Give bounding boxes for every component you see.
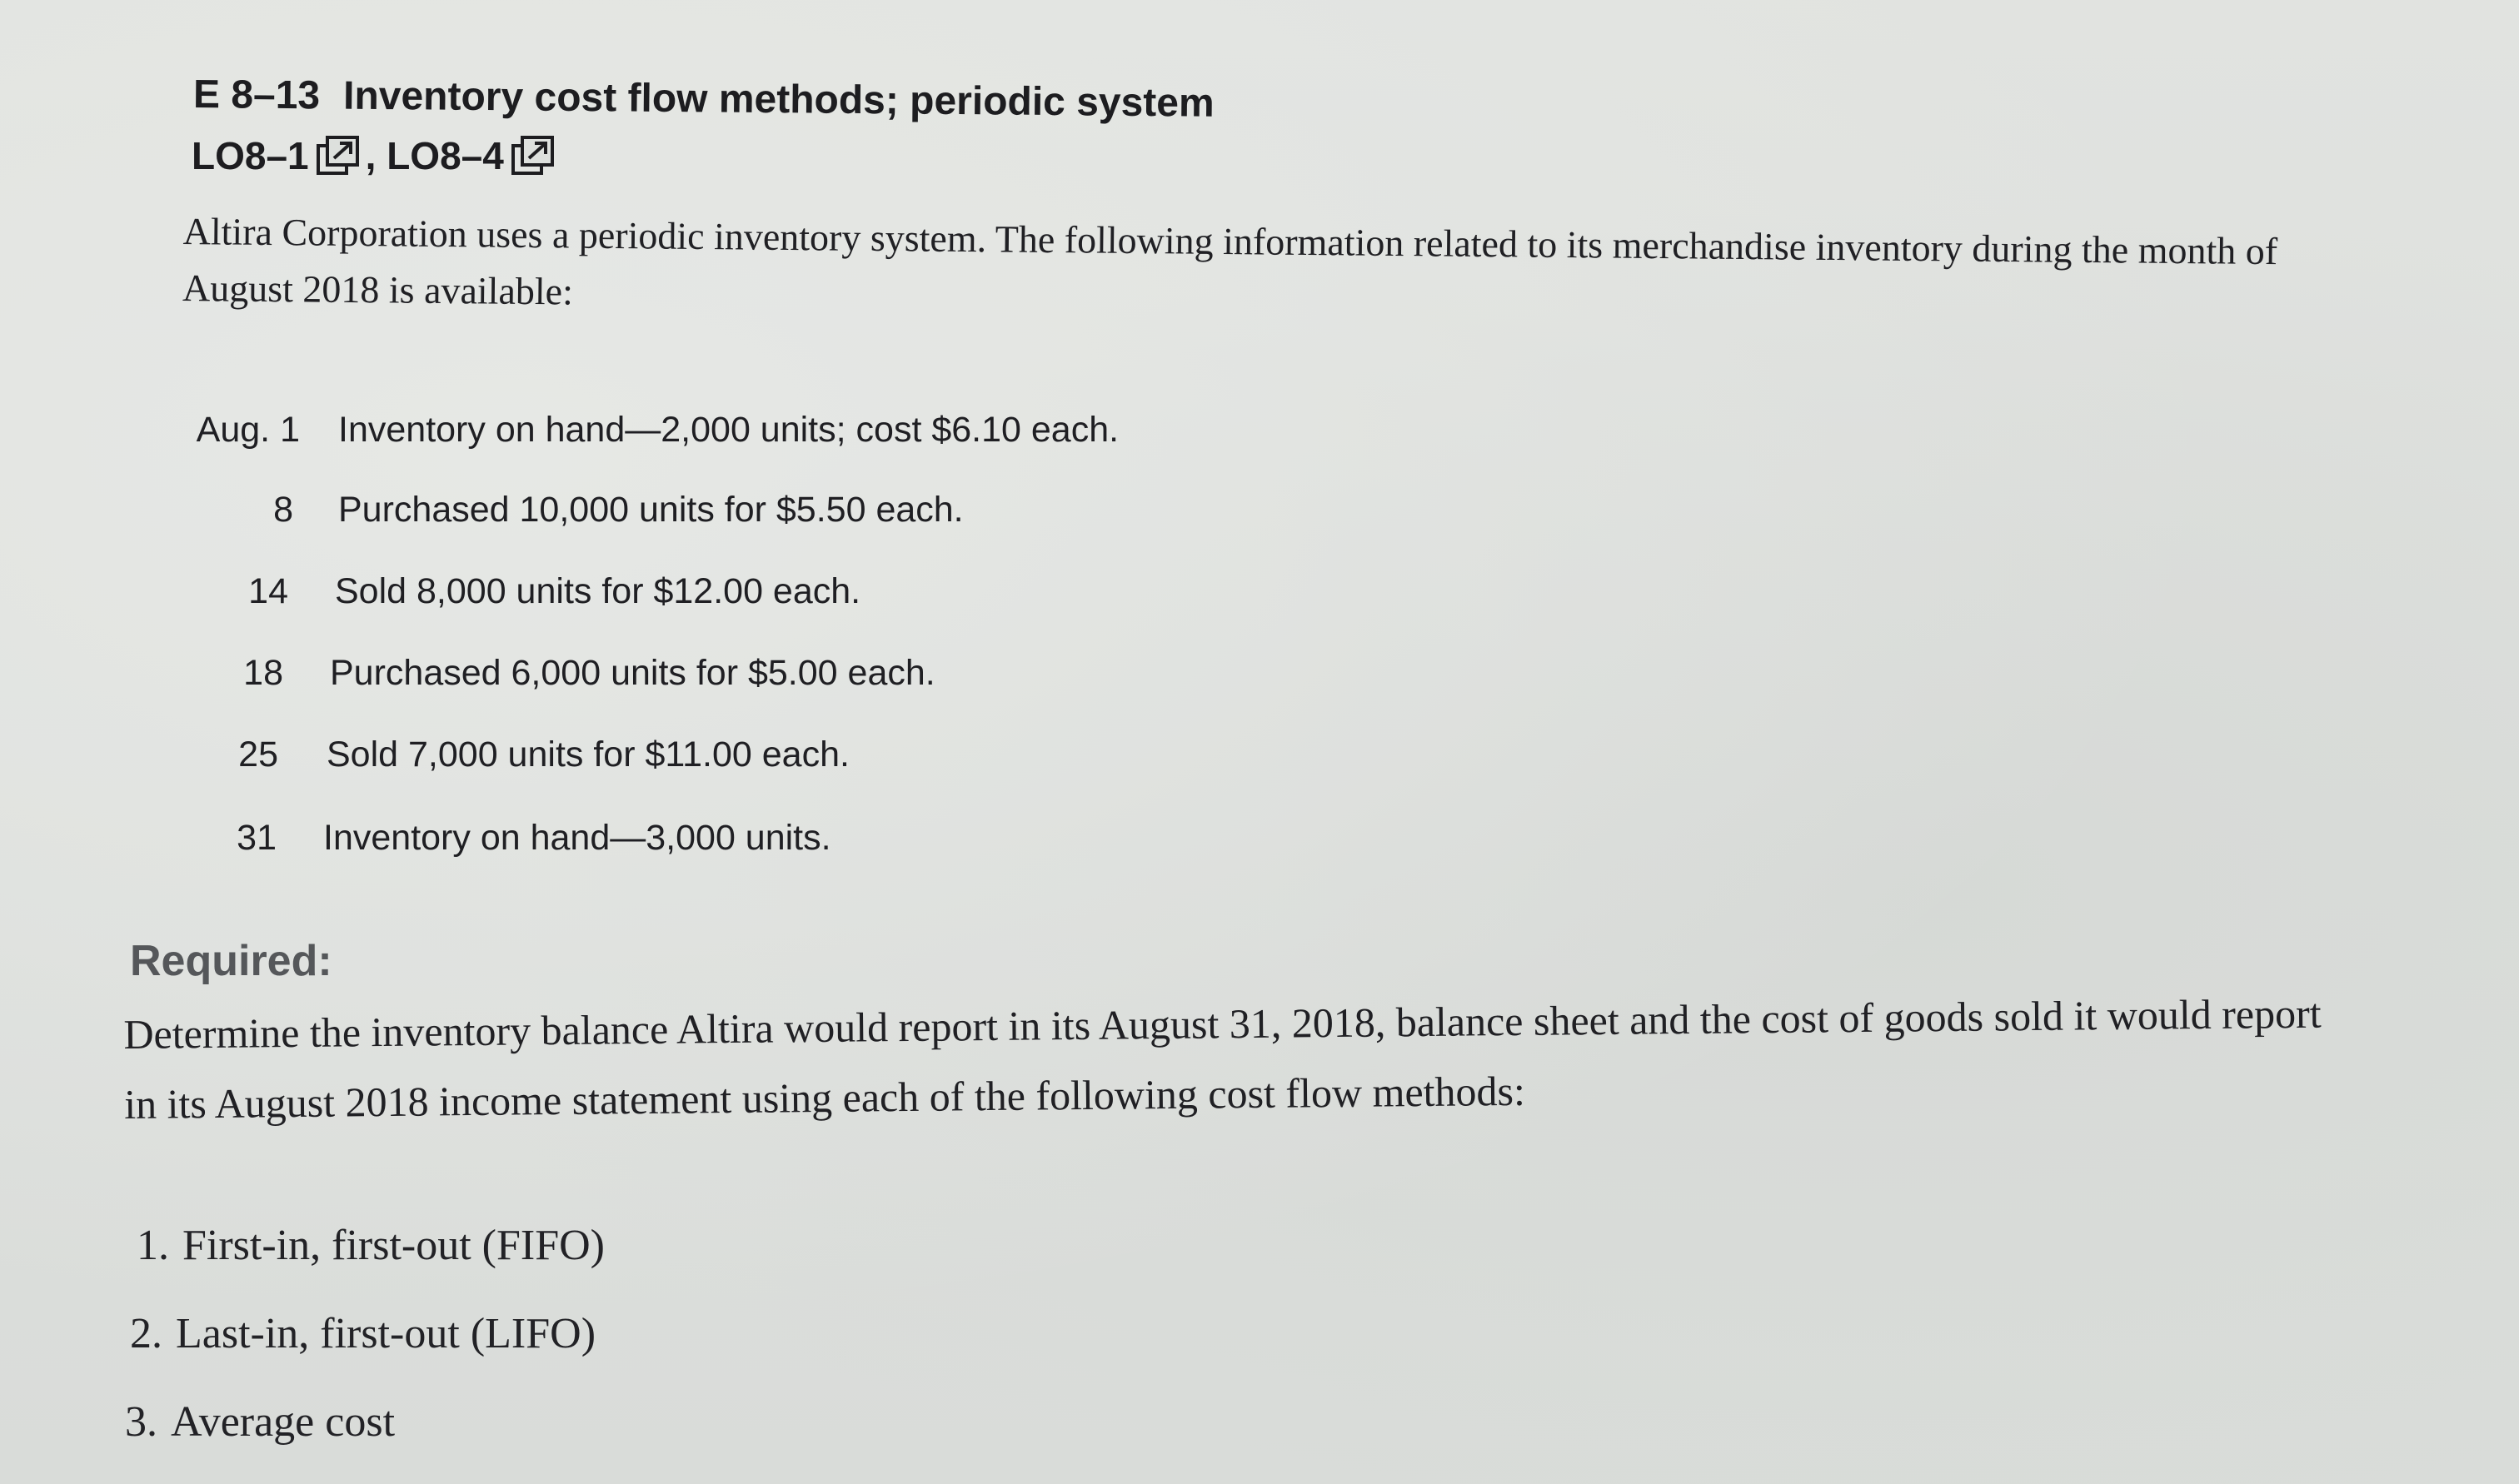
lo-separator: , xyxy=(365,134,387,177)
method-name: Last-in, first-out (LIFO) xyxy=(176,1310,596,1357)
transaction-row xyxy=(195,735,850,775)
transaction-date: 14 xyxy=(248,571,288,611)
transaction-date: 31 xyxy=(237,818,277,858)
transaction-text: Purchased 6,000 units for $5.00 each. xyxy=(330,653,935,693)
method-number: 3. xyxy=(125,1398,157,1446)
transaction-date: 25 xyxy=(238,735,278,774)
method-item xyxy=(137,1221,605,1270)
method-number: 1. xyxy=(137,1222,169,1269)
method-name: Average cost xyxy=(171,1398,396,1446)
transaction-row xyxy=(195,410,1119,451)
transaction-text: Sold 8,000 units for $12.00 each. xyxy=(335,571,861,611)
required-heading: Required: xyxy=(130,937,332,985)
transaction-date: Aug. 1 xyxy=(196,410,300,450)
method-name: First-in, first-out (FIFO) xyxy=(182,1222,605,1269)
exercise-heading xyxy=(193,72,1215,127)
method-number: 2. xyxy=(130,1310,162,1357)
external-link-icon[interactable] xyxy=(316,135,361,177)
exercise-code: E 8–13 xyxy=(192,72,321,118)
required-paragraph: Determine the inventory balance Altira would report in its August 31, 2018, balance sheet and the cost of goods sold it would report in its August 2018 income statement using each of the following cost flow methods: xyxy=(123,989,2322,1128)
transaction-row xyxy=(195,818,831,859)
learning-objective-link[interactable]: LO8–1 xyxy=(192,134,309,177)
method-item xyxy=(125,1397,395,1447)
learning-objective-link[interactable]: LO8–4 xyxy=(387,134,504,177)
intro-paragraph: Altira Corporation uses a periodic inventory system. The following information related to its merchandise inventory during the month of August 2018 is available: xyxy=(182,209,2278,313)
external-link-icon[interactable] xyxy=(511,135,556,177)
transaction-row xyxy=(195,490,964,530)
transaction-text: Sold 7,000 units for $11.00 each. xyxy=(327,735,850,774)
transaction-row xyxy=(195,653,935,694)
exercise-title: Inventory cost flow methods; periodic system xyxy=(342,73,1215,126)
transaction-text: Inventory on hand—2,000 units; cost $6.10 each. xyxy=(338,410,1120,450)
transaction-row xyxy=(195,571,860,612)
method-item xyxy=(130,1309,596,1358)
learning-objectives xyxy=(192,133,561,178)
transaction-text: Inventory on hand—3,000 units. xyxy=(323,818,831,858)
transaction-date: 18 xyxy=(243,653,283,693)
transaction-date: 8 xyxy=(273,490,293,530)
transaction-text: Purchased 10,000 units for $5.50 each. xyxy=(338,490,964,530)
